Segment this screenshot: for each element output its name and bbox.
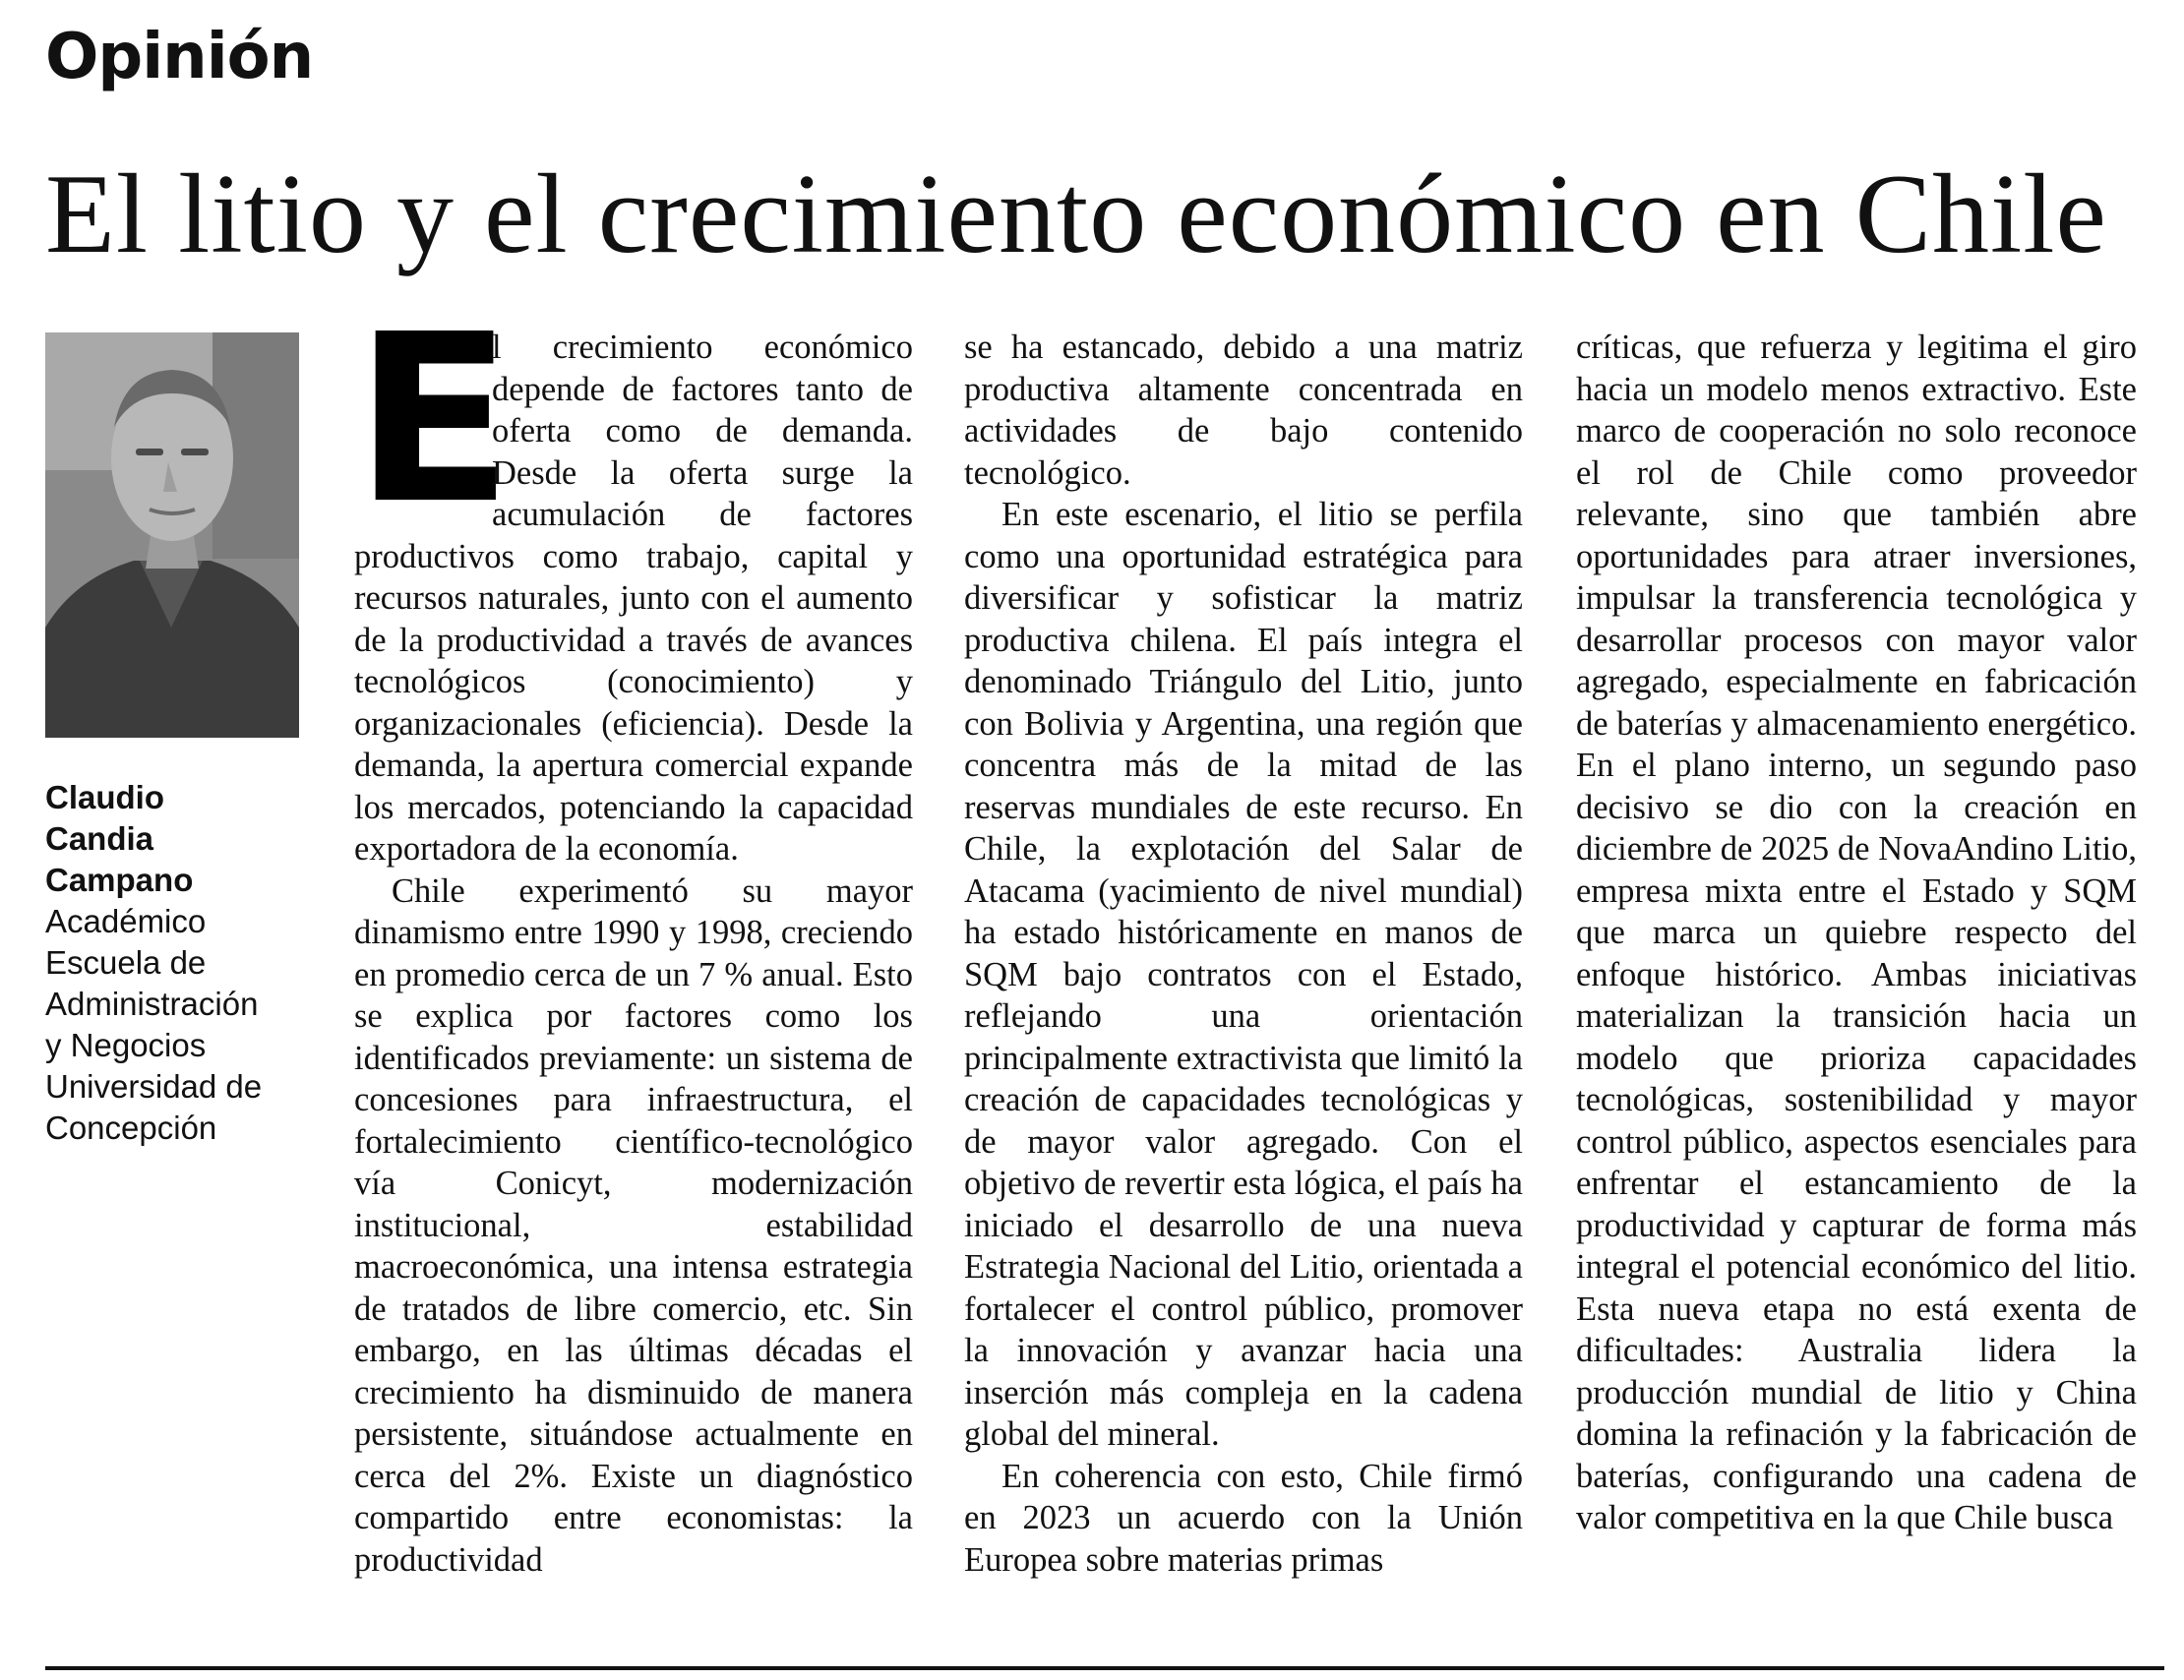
author-name-line: Campano bbox=[45, 862, 194, 898]
article-column-3 bbox=[1576, 327, 2137, 1645]
author-affiliation bbox=[45, 901, 309, 1149]
author-block bbox=[45, 777, 309, 1149]
bottom-rule bbox=[45, 1666, 2164, 1670]
article-paragraph-4: En coherencia con esto, Chile firmó en 2023 un acuerdo con la Unión Europea sobre materias primas bbox=[964, 1457, 1523, 1579]
article-paragraph-1 bbox=[354, 284, 913, 870]
author-affiliation-line: Académico bbox=[45, 903, 207, 939]
article-paragraph-3: En este escenario, el litio se perfila como una oportunidad estratégica para diversificar y sofisticar la matriz productiva chilena. El país integra el denominado Triángulo del Litio, junto con Bolivia y Argentina, una región que concentra más de la mitad de las reservas mundiales de este recurso. En Chile, la explotación del Salar de Atacama (yacimiento de nivel mundial) ha estado históricamente en manos de SQM bajo contratos con el Estado, reflejando una orientación principalmente extractivista que limitó la creación de capacidades tecnológicas y de mayor valor agregado. Con el objetivo de revertir esta lógica, el país ha iniciado el desarrollo de una nueva Estrategia Nacional del Litio, orientada a fortalecer el control público, promover la innovación y avanzar hacia una inserción más compleja en la cadena global del mineral. bbox=[964, 496, 1523, 1453]
author-affiliation-line: y Negocios bbox=[45, 1027, 207, 1063]
article-paragraph-2-continued: se ha estancado, debido a una matriz productiva altamente concentrada en actividades de bajo contenido tecnológico. bbox=[964, 329, 1523, 492]
author-photo bbox=[45, 332, 299, 738]
author-affiliation-line: Concepción bbox=[45, 1110, 217, 1146]
author-name-line: Claudio bbox=[45, 779, 164, 815]
article-paragraph-2: Chile experimentó su mayor dinamismo entre 1990 y 1998, creciendo en promedio cerca de un 7 % anual. Esto se explica por factores como los identificados previamente: un sistema de concesiones para infraestructura, el fortalecimiento científico-tecnológico vía Conicyt, modernización institucional, estabilidad macroeconómica, una intensa estrategia de tratados de libre comercio, etc. Sin embargo, en las últimas décadas el crecimiento ha disminuido de manera persistente, situándose actualmente en cerca del 2%. Existe un diagnóstico compartido entre economistas: la productividad bbox=[354, 871, 913, 1579]
section-label: Opinión bbox=[45, 21, 314, 93]
article-paragraph-4-continued: críticas, que refuerza y legitima el giro hacia un modelo menos extractivo. Este marco de cooperación no solo reconoce el rol de Chile como proveedor relevante, sino que también abre oportunidades para atraer inversiones, impulsar la transferencia tecnológica y desarrollar procesos con mayor valor agregado, especialmente en fabricación de baterías y almacenamiento energético. En el plano interno, un segundo paso decisivo se dio con la creación en diciembre de 2025 de NovaAndino Litio, empresa mixta entre el Estado y SQM que marca un quiebre respecto del enfoque histórico. Ambas iniciativas materializan la transición hacia un modelo que prioriza capacidades tecnológicas, sostenibilidad y mayor control público, aspectos esenciales para enfrentar el estancamiento de la productividad y capturar de forma más integral el potencial económico del litio. Esta nueva etapa no está exenta de dificultades: Australia lidera la producción mundial de litio y China domina la refinación y la fabricación de baterías, configurando una cadena de valor competitiva en la que Chile busca bbox=[1576, 329, 2137, 1536]
article-column-2 bbox=[964, 327, 1523, 1645]
author-affiliation-line: Escuela de bbox=[45, 944, 207, 981]
author-name-line: Candia bbox=[45, 820, 154, 857]
author-affiliation-line: Administración bbox=[45, 986, 259, 1022]
headline: El litio y el crecimiento económico en Chile bbox=[45, 151, 2107, 277]
drop-cap: E bbox=[354, 284, 514, 555]
author-portrait bbox=[45, 332, 299, 738]
article-column-1 bbox=[354, 284, 913, 1645]
author-affiliation-line: Universidad de bbox=[45, 1068, 263, 1105]
paragraph-text: l crecimiento económico depende de factores tanto de oferta como de demanda. Desde la oferta surge la acumulación de factores productivos como trabajo, capital y recursos naturales, junto con el aumento de la productividad a través de avances tecnológicos (conocimiento) y organizacionales (eficiencia). Desde la demanda, la apertura comercial expande los mercados, potenciando la capacidad exportadora de la economía. bbox=[354, 329, 913, 868]
author-name bbox=[45, 777, 309, 901]
